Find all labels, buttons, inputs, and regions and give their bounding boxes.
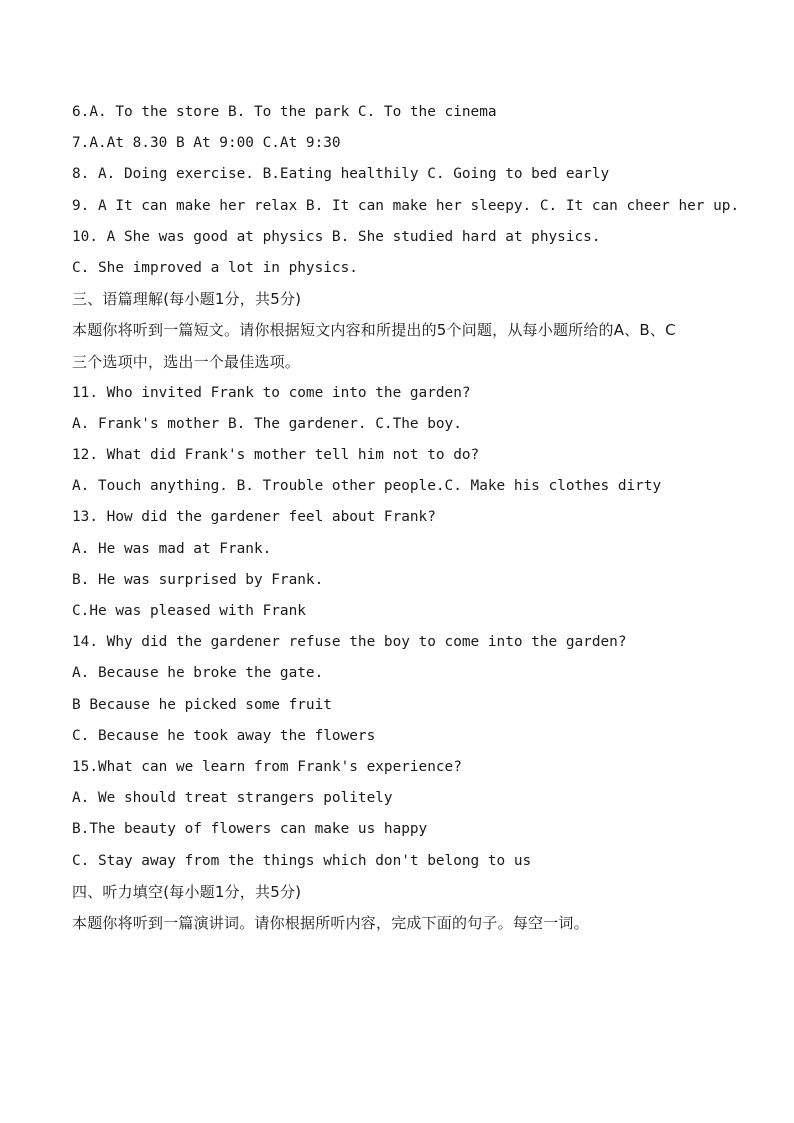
- q15-option-c: C. Stay away from the things which don't belong to us: [72, 852, 532, 869]
- section-3-instructions-cont: 三个选项中，选出一个最佳选项。: [72, 352, 301, 371]
- q15-option-b: B.The beauty of flowers can make us happy: [72, 821, 428, 838]
- q13-option-a: A. He was mad at Frank.: [72, 540, 272, 557]
- q7-options: 7.A.At 8.30 B At 9:00 C.At 9:30: [72, 135, 341, 152]
- q12-question: 12. What did Frank's mother tell him not to do?: [72, 447, 480, 464]
- q15-option-a: A. We should treat strangers politely: [72, 790, 393, 807]
- q8-options: 8. A. Doing exercise. B.Eating healthily C. Going to bed early: [72, 166, 610, 183]
- q10-option-c: C. She improved a lot in physics.: [72, 259, 358, 276]
- section-3-instructions: 本题你将听到一篇短文。请你根据短文内容和所提出的5个问题，从每小题所给的A、B、C: [72, 321, 676, 340]
- section-4-instructions: 本题你将听到一篇演讲词。请你根据所听内容，完成下面的句子。每空一词。: [72, 913, 589, 932]
- q6-options: 6.A. To the store B. To the park C. To the cinema: [72, 104, 497, 120]
- q13-option-c: C.He was pleased with Frank: [72, 603, 306, 619]
- q11-question: 11. Who invited Frank to come into the garden?: [72, 384, 471, 401]
- section-4-heading: 四、听力填空(每小题1分，共5分): [72, 882, 302, 901]
- q9-options: 9. A It can make her relax B. It can make her sleepy. C. It can cheer her up.: [72, 197, 740, 214]
- q10-options: 10. A She was good at physics B. She studied hard at physics.: [72, 228, 601, 245]
- section-3-heading: 三、语篇理解(每小题1分，共5分): [72, 290, 302, 309]
- q14-question: 14. Why did the gardener refuse the boy to come into the garden?: [72, 634, 627, 651]
- q15-question: 15.What can we learn from Frank's experience?: [72, 758, 462, 775]
- q13-question: 13. How did the gardener feel about Frank?: [72, 509, 436, 526]
- q12-options: A. Touch anything. B. Trouble other people.C. Make his clothes dirty: [72, 478, 662, 495]
- q11-options: A. Frank's mother B. The gardener. C.The boy.: [72, 415, 462, 432]
- q14-option-c: C. Because he took away the flowers: [72, 727, 376, 744]
- q14-option-b: B Because he picked some fruit: [72, 696, 332, 713]
- q14-option-a: A. Because he broke the gate.: [72, 665, 324, 682]
- document-body: [72, 99, 740, 941]
- q13-option-b: B. He was surprised by Frank.: [72, 571, 324, 588]
